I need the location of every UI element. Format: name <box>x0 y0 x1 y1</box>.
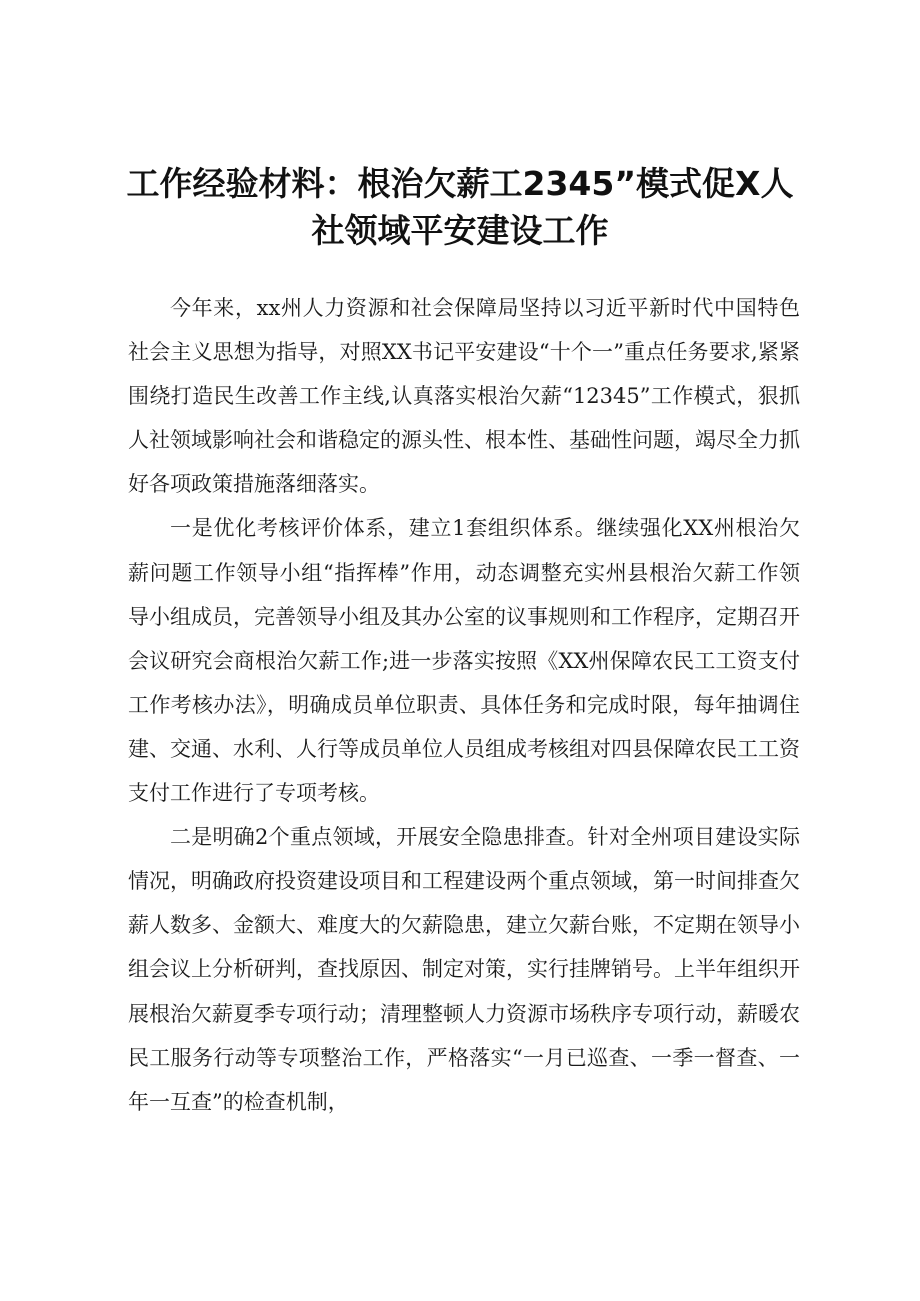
document-title-line-2: 社领域平安建设工作 <box>311 211 609 250</box>
document-body <box>128 286 800 1124</box>
paragraph-point-two: 二是明确2个重点领域，开展安全隐患排查。针对全州项目建设实际情况，明确政府投资建设项目和工程建设两个重点领域，第一时间排查欠薪人数多、金额大、难度大的欠薪隐患，建立欠薪台账，不定期在领导小组会议上分析研判，查找原因、制定对策，实行挂牌销号。上半年组织开展根治欠薪夏季专项行动；清理整顿人力资源市场秩序专项行动，薪暖农民工服务行动等专项整治工作，严格落实“一月已巡查、一季一督查、一年一互查”的检查机制， <box>128 825 800 1114</box>
paragraph-intro: 今年来，xx州人力资源和社会保障局坚持以习近平新时代中国特色社会主义思想为指导，对照XX书记平安建设“十个一”重点任务要求,紧紧围绕打造民生改善工作主线,认真落实根治欠薪“12345”工作模式，狠抓人社领域影响社会和谐稳定的源头性、根本性、基础性问题，竭尽全力抓好各项政策措施落细落实。 <box>128 296 800 497</box>
document-title-line-1: 工作经验材料：根治欠薪工2345”模式促X人 <box>126 164 794 203</box>
paragraph-point-one: 一是优化考核评价体系，建立1套组织体系。继续强化XX州根治欠薪问题工作领导小组“指挥棒”作用，动态调整充实州县根治欠薪工作领导小组成员，完善领导小组及其办公室的议事规则和工作程序，定期召开会议研究会商根治欠薪工作;进一步落实按照《XX州保障农民工工资支付工作考核办法》，明确成员单位职责、具体任务和完成时限，每年抽调住建、交通、水利、人行等成员单位人员组成考核组对四县保障农民工工资支付工作进行了专项考核。 <box>128 516 800 806</box>
